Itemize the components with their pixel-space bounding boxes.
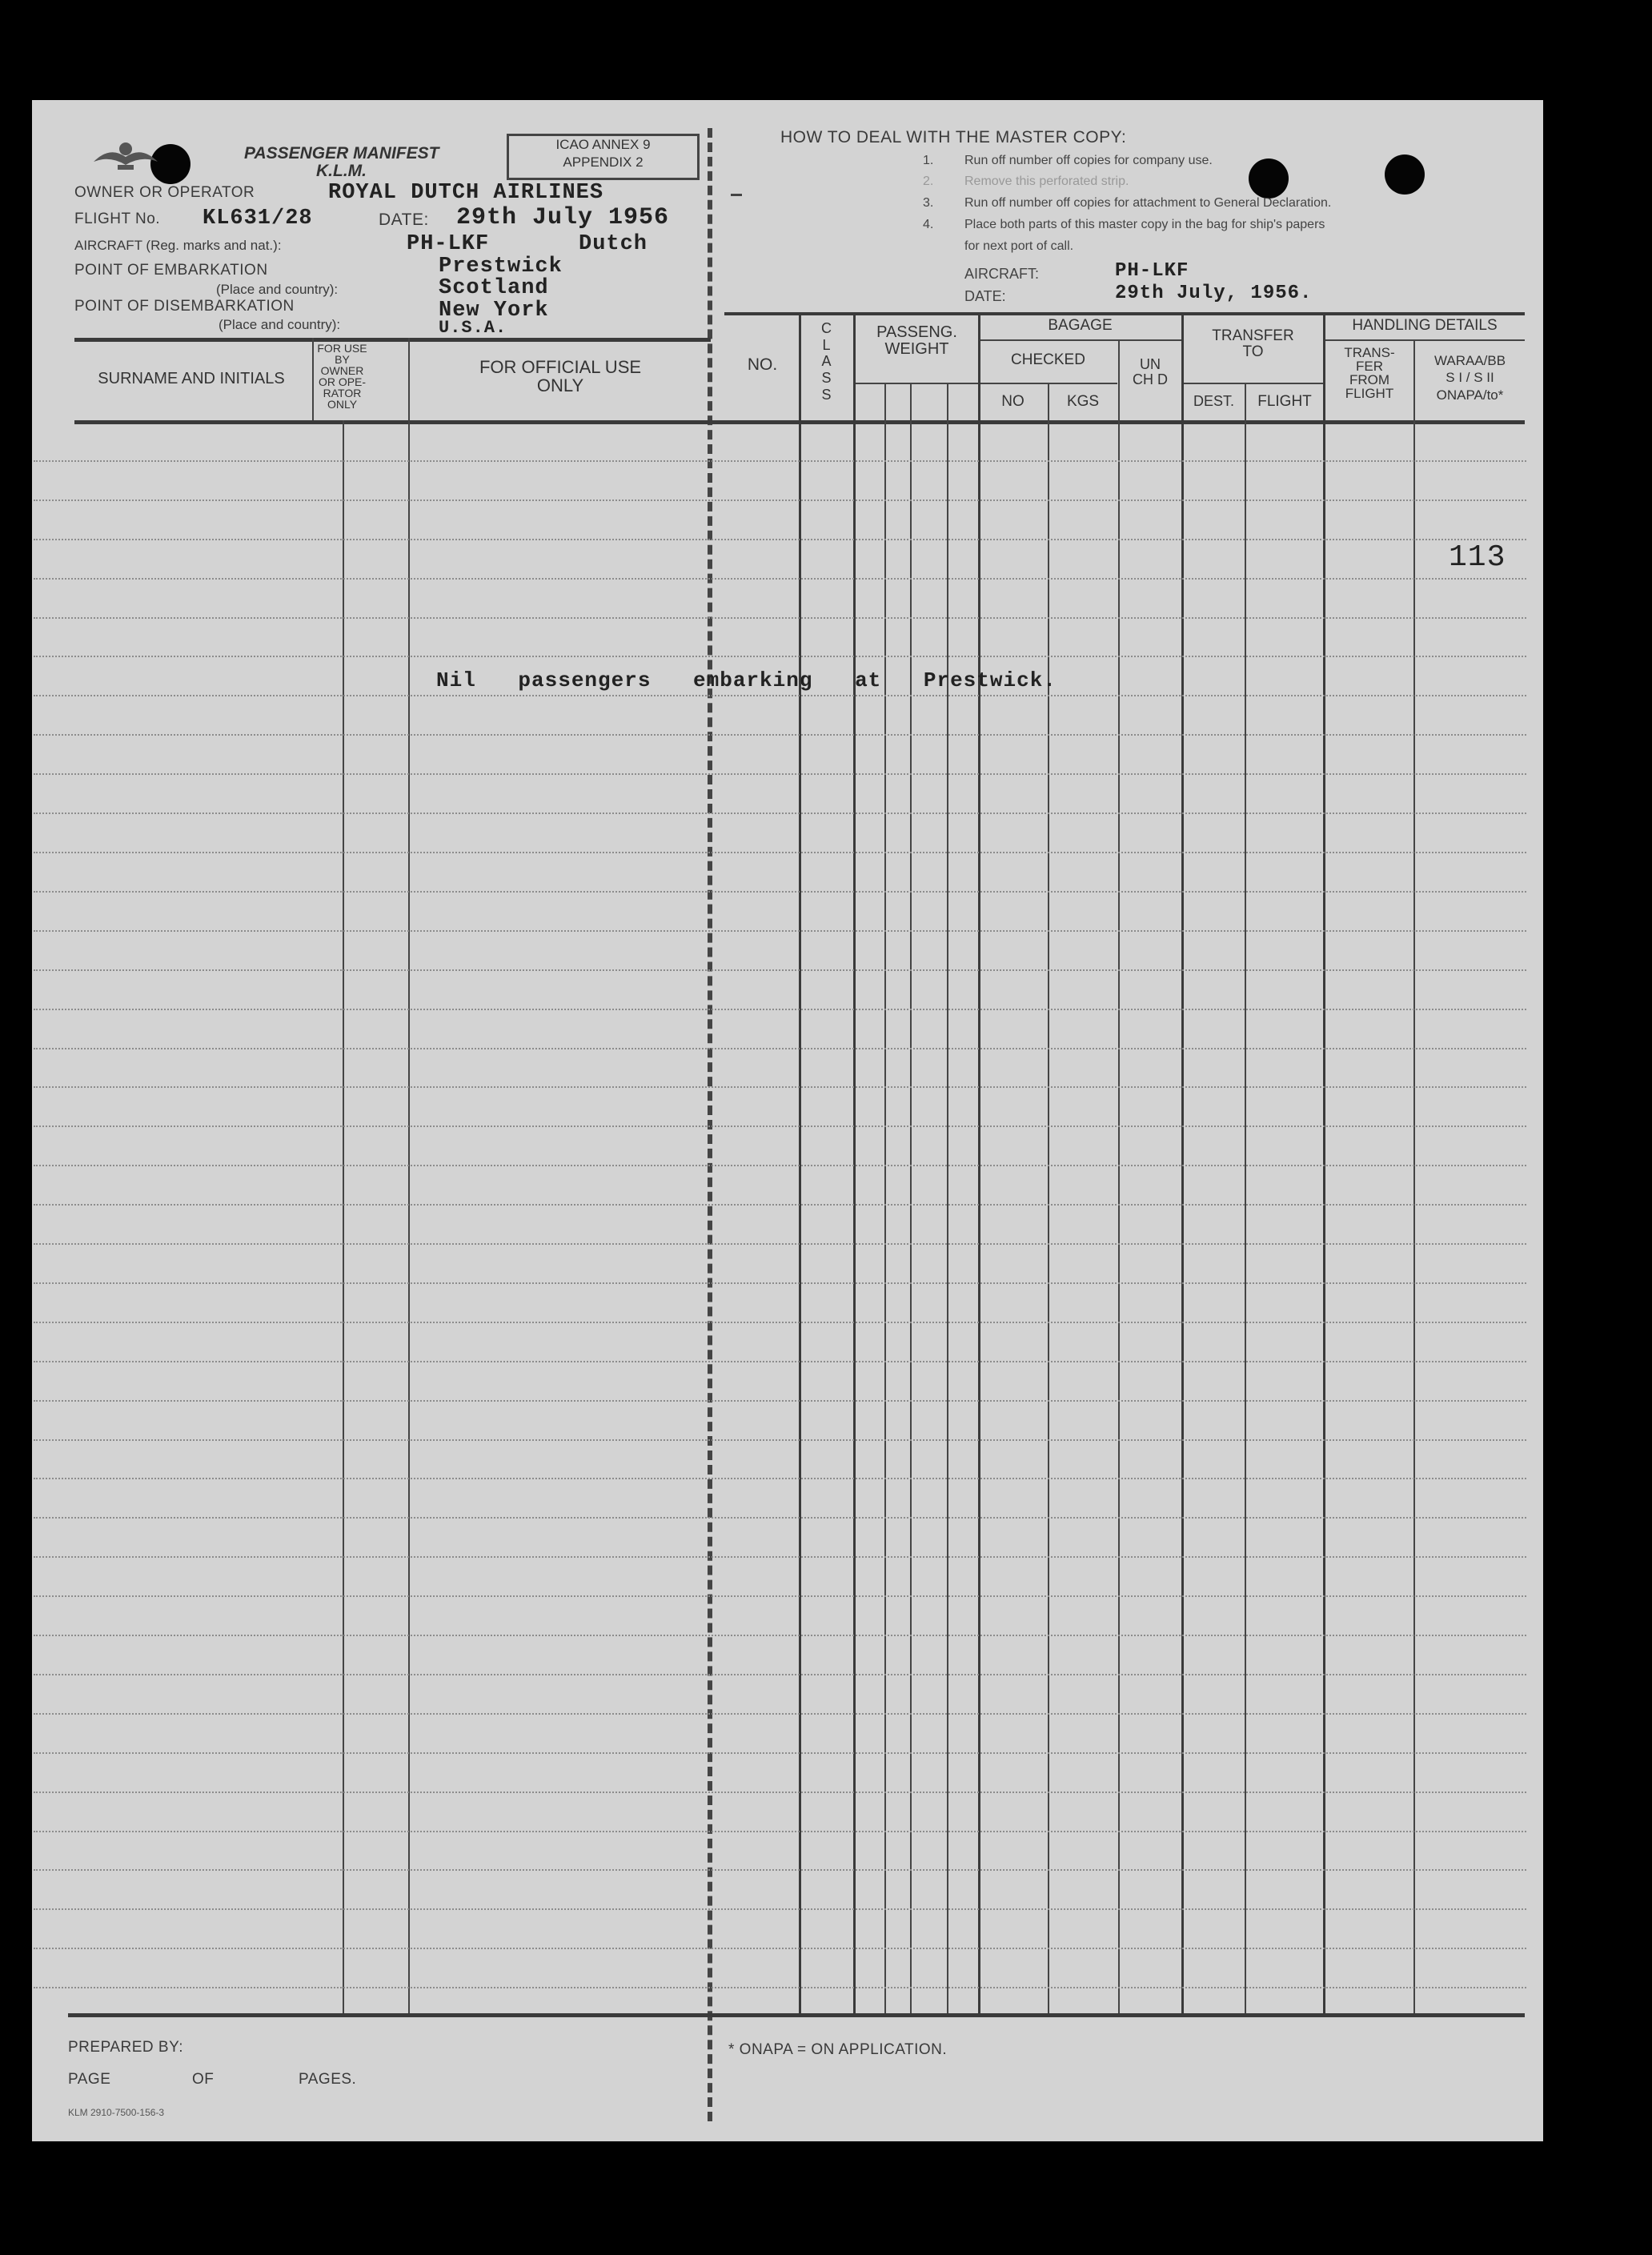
ruled-row-line — [34, 1009, 1526, 1010]
col-unchd-line2: CH D — [1133, 371, 1168, 387]
ruled-row-line — [34, 1752, 1526, 1754]
col-checked-kgs: KGS — [1066, 393, 1100, 410]
embark-value-country: Scotland — [439, 276, 549, 300]
ruled-row-line — [34, 1556, 1526, 1558]
ruled-row-line — [34, 1400, 1526, 1402]
col-flight: FLIGHT — [1257, 393, 1312, 410]
weight-rule — [855, 383, 979, 384]
instructions-title: HOW TO DEAL WITH THE MASTER COPY: — [780, 128, 1127, 146]
ruled-row-line — [34, 1595, 1526, 1597]
col-checked-no: NO — [1001, 393, 1024, 410]
pages-label: PAGES. — [299, 2071, 357, 2088]
manifest-entry: Nil passengers embarking at Prestwick. — [436, 668, 1057, 692]
instructions-date-label: DATE: — [964, 288, 1006, 304]
instruction-4-cont: for next port of call. — [964, 239, 1074, 253]
instruction-3-text: Run off number off copies for attachment to General Declaration. — [964, 196, 1332, 210]
flight-value: KL631/28 — [202, 207, 313, 231]
col-no: NO. — [747, 355, 778, 374]
col-owner-use-line2: BY — [335, 353, 350, 366]
ruled-row-line — [34, 1478, 1526, 1479]
ruled-row-line — [34, 1908, 1526, 1910]
ruled-row-line — [34, 1048, 1526, 1049]
col-passeng-line2: WEIGHT — [884, 340, 949, 358]
manifest-title: PASSENGER MANIFEST — [244, 144, 439, 163]
ruled-row-line — [34, 1674, 1526, 1675]
ruled-row-line — [34, 734, 1526, 736]
col-owner-use — [312, 343, 372, 410]
ruled-row-line — [34, 891, 1526, 893]
aircraft-nationality: Dutch — [579, 232, 648, 256]
klm-crown-logo-icon — [90, 138, 162, 176]
col-transfer-from-line3: FROM — [1349, 372, 1390, 387]
col-line-unchd — [1118, 339, 1120, 2013]
col-line-bagage — [978, 312, 980, 2013]
col-passeng-line1: PASSENG. — [876, 323, 957, 341]
col-line-official — [408, 338, 410, 2013]
prepared-by-label: PREPARED BY: — [68, 2039, 183, 2056]
ruled-row-line — [34, 1282, 1526, 1284]
aircraft-value: PH-LKF — [407, 232, 490, 256]
col-line-waraa — [1413, 339, 1415, 2013]
instruction-1-num: 1. — [923, 154, 934, 167]
disembark-sublabel: (Place and country): — [219, 317, 341, 332]
col-line-owner — [343, 420, 344, 2013]
transfer-rule — [1183, 383, 1325, 384]
col-owner-use-line3: OWNER — [320, 364, 364, 377]
ruled-row-line — [34, 500, 1526, 501]
ruled-row-line — [34, 1987, 1526, 1988]
ruled-row-line — [34, 1635, 1526, 1636]
col-owner-use-line4: OR OPE- — [318, 375, 367, 388]
col-official-use — [412, 358, 708, 395]
ruled-row-line — [34, 1204, 1526, 1206]
embark-sublabel: (Place and country): — [216, 282, 339, 297]
col-transfer-from-line4: FLIGHT — [1345, 386, 1394, 401]
col-transfer-to — [1183, 328, 1323, 360]
instruction-1-text: Run off number off copies for company use. — [964, 154, 1213, 167]
col-owner-use-line6: ONLY — [327, 398, 358, 411]
ruled-row-line — [34, 1792, 1526, 1793]
col-class-l: L — [822, 336, 831, 353]
col-line-dest — [1245, 383, 1246, 2013]
icao-appendix: APPENDIX 2 — [563, 154, 644, 170]
col-line-class — [853, 312, 856, 2013]
col-dest: DEST. — [1193, 393, 1234, 409]
bagage-rule — [979, 339, 1181, 341]
embark-value-place: Prestwick — [439, 255, 563, 279]
disembark-label: POINT OF DISEMBARKATION — [74, 298, 295, 315]
ruled-row-line — [34, 1831, 1526, 1832]
punch-hole-middle — [1249, 158, 1289, 199]
punch-hole-right — [1385, 154, 1425, 195]
disembark-value-country: U.S.A. — [439, 318, 507, 338]
col-transfer-from-line2: FER — [1356, 359, 1383, 374]
col-transfer-from-line1: TRANS- — [1344, 345, 1395, 360]
col-line-no — [799, 312, 801, 2013]
header-top-right-rule — [724, 312, 1525, 315]
header-top-left-rule — [74, 338, 711, 342]
col-waraa-line2: S I / S II — [1446, 370, 1494, 386]
ruled-row-line — [34, 617, 1526, 619]
icao-annex: ICAO ANNEX 9 — [555, 137, 651, 152]
ruled-row-line — [34, 852, 1526, 853]
col-class-s1: S — [821, 370, 832, 387]
perforation-mark — [731, 194, 742, 196]
date-label: DATE: — [379, 211, 429, 229]
col-class-c: C — [821, 320, 832, 336]
col-waraa-line3: ONAPA/to* — [1436, 387, 1504, 403]
ruled-row-line — [34, 1125, 1526, 1127]
col-line-handling — [1323, 312, 1325, 2013]
col-line-kgs — [1048, 383, 1049, 2013]
ruled-row-line — [34, 1322, 1526, 1323]
handling-rule — [1325, 339, 1525, 341]
ruled-row-line — [34, 1361, 1526, 1362]
instructions-date-value: 29th July, 1956. — [1115, 283, 1313, 304]
instructions-aircraft-value: PH-LKF — [1115, 260, 1189, 282]
col-transfer-line2: TO — [1242, 343, 1264, 360]
perforated-strip — [708, 128, 719, 2121]
instruction-2-num: 2. — [923, 175, 934, 188]
col-unchd — [1119, 357, 1181, 387]
ruled-row-line — [34, 773, 1526, 775]
ruled-row-line — [34, 1948, 1526, 1949]
company-abbr: K.L.M. — [316, 162, 367, 180]
page-stamp-number: 113 — [1449, 540, 1506, 575]
col-class-s2: S — [821, 386, 832, 403]
col-transfer-line1: TRANSFER — [1212, 327, 1294, 344]
instruction-4-num: 4. — [923, 218, 934, 231]
col-line-surname — [312, 338, 314, 420]
instruction-3-num: 3. — [923, 196, 934, 210]
col-line-weight-a — [884, 383, 886, 2013]
col-waraa-line1: WARAA/BB — [1433, 353, 1506, 368]
form-code: KLM 2910-7500-156-3 — [68, 2107, 165, 2118]
owner-label: OWNER OR OPERATOR — [74, 184, 255, 201]
disembark-value-place: New York — [439, 299, 549, 323]
col-handling-details: HANDLING DETAILS — [1352, 317, 1498, 334]
aircraft-label: AIRCRAFT (Reg. marks and nat.): — [74, 238, 282, 253]
col-unchd-line1: UN — [1140, 356, 1161, 372]
col-line-transfer — [1181, 312, 1184, 2013]
col-official-use-line2: ONLY — [536, 375, 584, 396]
ruled-row-line — [34, 460, 1526, 462]
col-checked: CHECKED — [1011, 351, 1085, 368]
col-waraa — [1415, 352, 1525, 403]
of-label: OF — [192, 2071, 215, 2088]
col-line-weight-c — [947, 383, 948, 2013]
date-value: 29th July 1956 — [456, 204, 670, 231]
col-line-weight-b — [910, 383, 912, 2013]
col-owner-use-line1: FOR USE — [317, 342, 367, 355]
instruction-2-text: Remove this perforated strip. — [964, 175, 1129, 188]
col-bagage: BAGAGE — [1048, 317, 1113, 334]
ruled-row-line — [34, 813, 1526, 814]
instruction-4-text: Place both parts of this master copy in the bag for ship's papers — [964, 218, 1325, 231]
flight-label: FLIGHT No. — [74, 211, 161, 227]
owner-value: ROYAL DUTCH AIRLINES — [328, 181, 604, 205]
footnote: * ONAPA = ON APPLICATION. — [728, 2041, 948, 2058]
page-label: PAGE — [68, 2071, 111, 2088]
embark-label: POINT OF EMBARKATION — [74, 262, 268, 279]
instructions-aircraft-label: AIRCRAFT: — [964, 266, 1040, 282]
ruled-row-line — [34, 1517, 1526, 1519]
ruled-row-line — [34, 578, 1526, 580]
ruled-row-line — [34, 539, 1526, 540]
ruled-row-line — [34, 930, 1526, 932]
ruled-row-line — [34, 1243, 1526, 1245]
col-transfer-from — [1326, 346, 1413, 400]
ruled-row-line — [34, 1165, 1526, 1166]
ruled-row-line — [34, 1086, 1526, 1088]
col-owner-use-line5: RATOR — [323, 387, 362, 399]
col-class-a: A — [821, 353, 832, 370]
ruled-row-line — [34, 1713, 1526, 1715]
col-official-use-line1: FOR OFFICIAL USE — [479, 357, 642, 377]
footer-rule — [68, 2013, 1525, 2017]
col-surname: SURNAME AND INITIALS — [98, 370, 285, 387]
ruled-row-line — [34, 969, 1526, 971]
ruled-row-line — [34, 656, 1526, 657]
ruled-row-line — [34, 695, 1526, 696]
ruled-row-line — [34, 1439, 1526, 1441]
col-class — [800, 320, 852, 403]
col-passeng-weight — [855, 324, 979, 358]
ruled-row-line — [34, 1869, 1526, 1871]
